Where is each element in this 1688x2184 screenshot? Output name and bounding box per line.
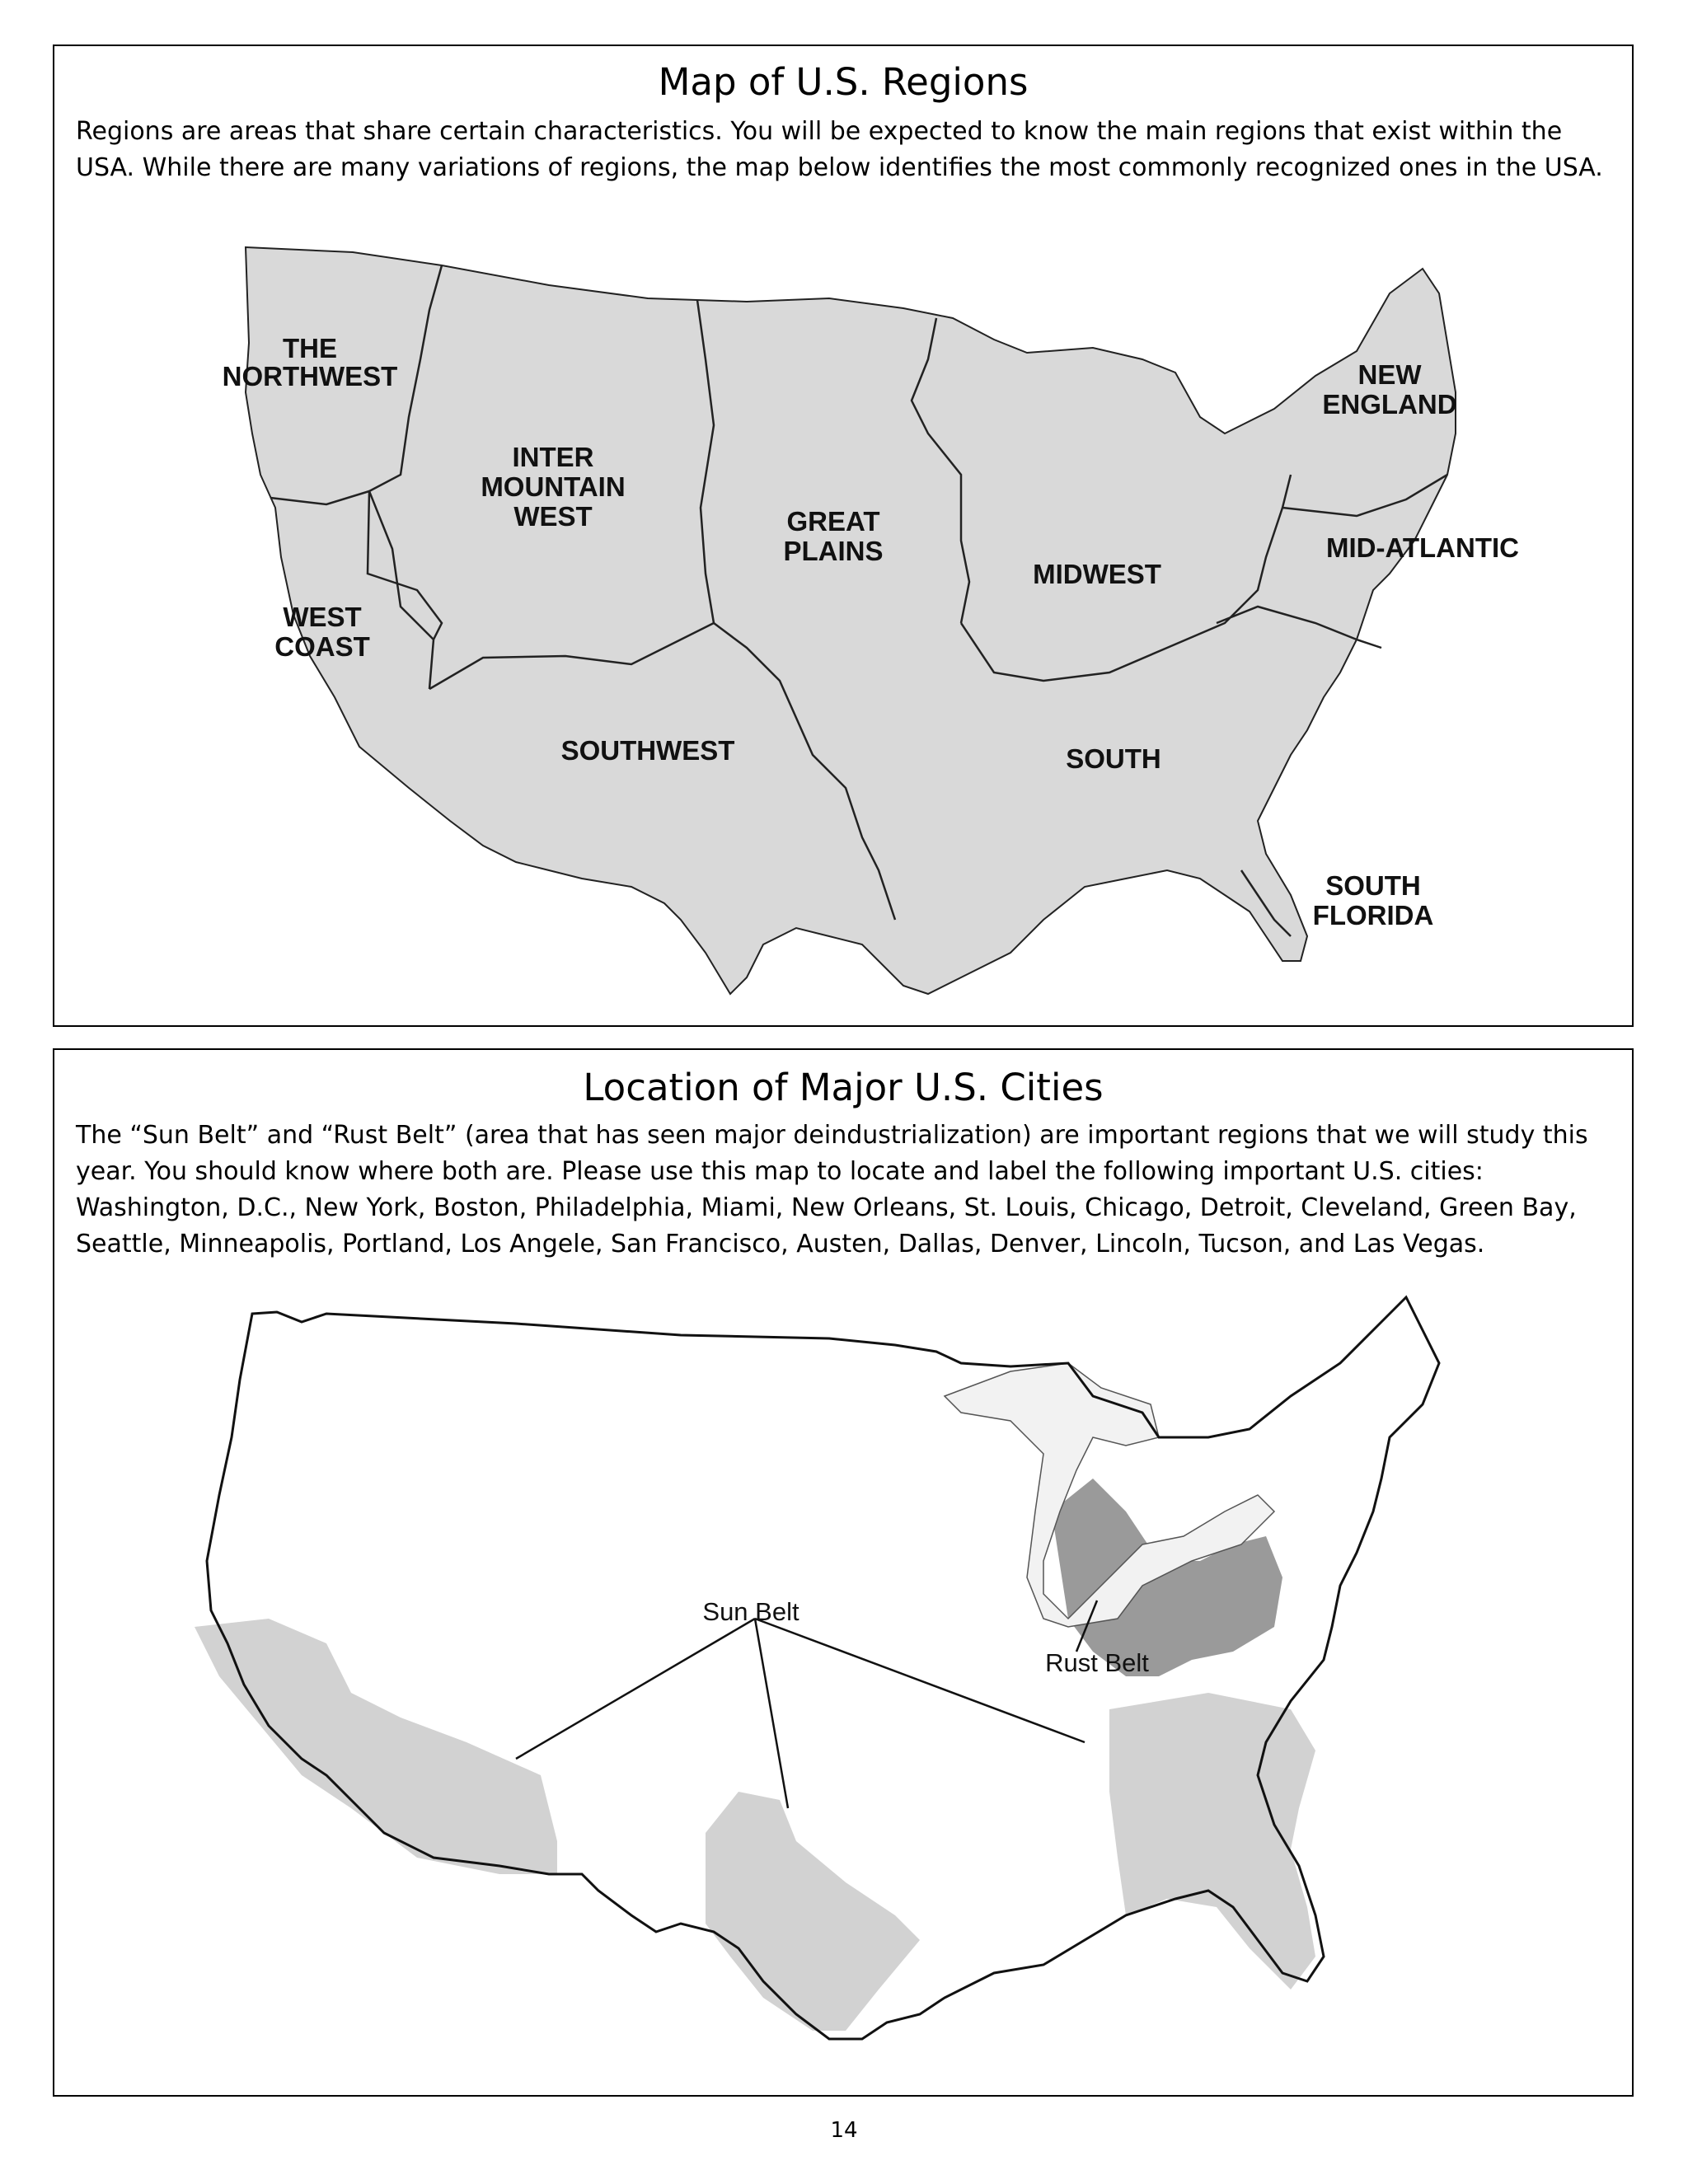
sun-belt-label: Sun Belt xyxy=(702,1597,799,1626)
label-northwest-line2: NORTHWEST xyxy=(222,361,398,391)
regions-title: Map of U.S. Regions xyxy=(658,60,1029,104)
label-midatlantic: MID-ATLANTIC xyxy=(1326,532,1519,563)
label-westcoast-line2: COAST xyxy=(274,631,370,662)
us-outline xyxy=(246,247,1456,994)
cities-intro: The “Sun Belt” and “Rust Belt” (area that has seen major deindustrialization) are important regions that we will study this year. You should know where both are. Please use this map to locate and label the following important U.S. cities: Washington, D.C., New York, Boston, Philadelphia, Miami, New Orleans, St. Louis, Chicago, Detroit, Cleveland, Green Bay, Seattle, Minneapolis, Portland, Los Angele, San Francisco, Austen, Dallas, Denver, Lincoln, Tucson, and Las Vegas. xyxy=(76,1121,1588,1258)
label-newengland-line1: NEW xyxy=(1357,359,1422,390)
sun-belt-pointers xyxy=(516,1619,1085,1808)
regions-intro: Regions are areas that share certain characteristics. You will be expected to know the main regions that exist within the USA. While there are many variations of regions, the map below identifies the most commonly recognized ones in the USA. xyxy=(76,117,1603,182)
sun-belt-west-area xyxy=(195,1619,557,1874)
rust-belt-label: Rust Belt xyxy=(1045,1648,1149,1677)
label-south: SOUTH xyxy=(1066,743,1161,774)
cities-panel xyxy=(53,1048,1634,2097)
label-intermountain-line1: INTER xyxy=(512,442,594,472)
label-southflorida-line2: FLORIDA xyxy=(1312,900,1434,930)
regions-panel xyxy=(53,45,1634,1027)
label-newengland-line2: ENGLAND xyxy=(1322,389,1457,419)
us-regions-map xyxy=(54,46,1635,1025)
sun-belt-pointer-central xyxy=(755,1619,788,1808)
sun-belt-pointer-east xyxy=(755,1619,1085,1742)
page-number: 14 xyxy=(830,2118,858,2143)
label-plains-line1: GREAT xyxy=(786,506,880,537)
label-midwest: MIDWEST xyxy=(1033,559,1161,589)
label-intermountain-line2: MOUNTAIN xyxy=(481,471,626,502)
label-southflorida-line1: SOUTH xyxy=(1325,870,1421,901)
sun-belt-pointer-west xyxy=(516,1619,755,1759)
label-southwest: SOUTHWEST xyxy=(560,735,735,766)
label-northwest-line1: THE xyxy=(283,333,337,363)
label-plains-line2: PLAINS xyxy=(783,536,884,566)
cities-title: Location of Major U.S. Cities xyxy=(583,1066,1104,1109)
label-westcoast-line1: WEST xyxy=(283,602,362,632)
label-intermountain-line3: WEST xyxy=(513,501,593,532)
sun-belt-central-area xyxy=(706,1792,920,2031)
